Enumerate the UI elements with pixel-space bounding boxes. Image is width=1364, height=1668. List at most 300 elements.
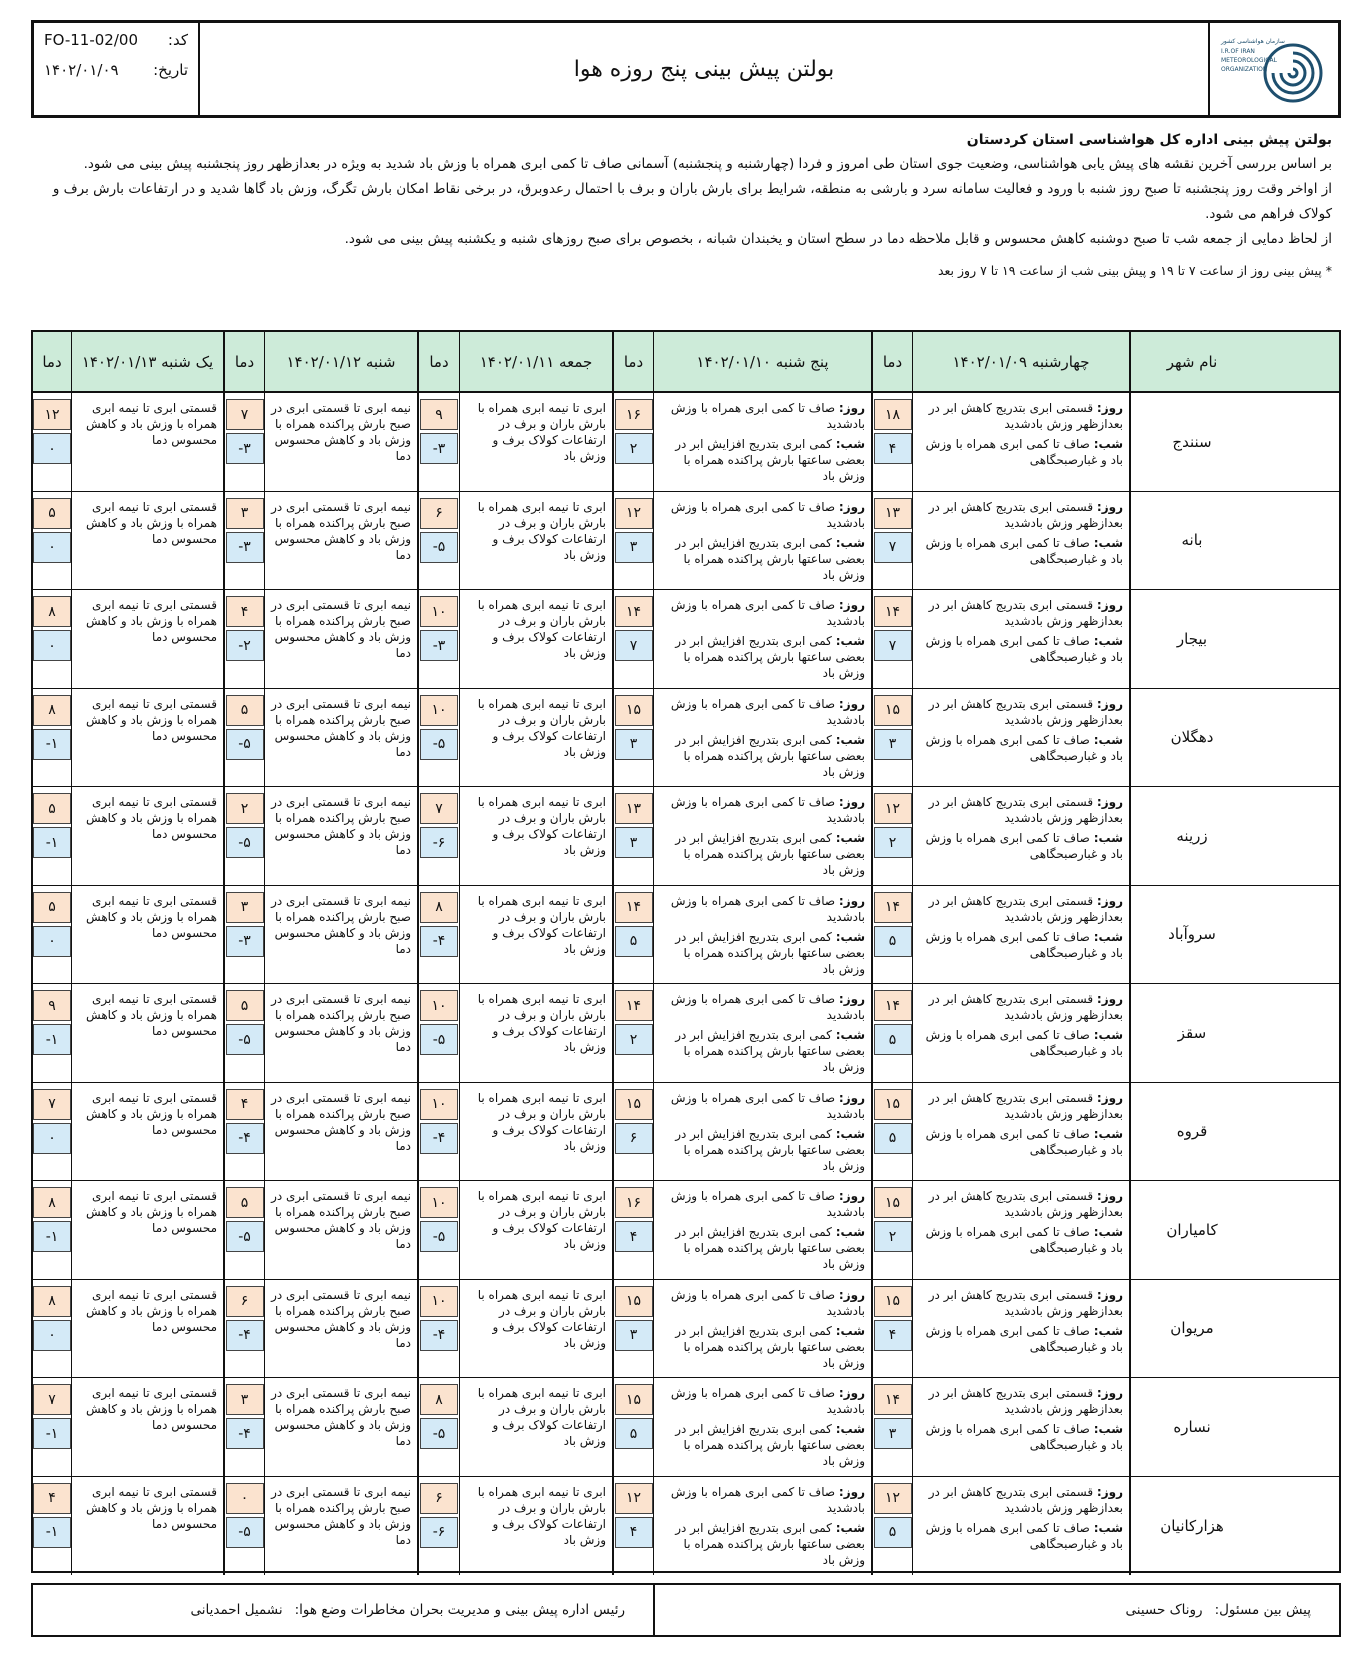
night-forecast — [658, 436, 865, 484]
night-label: شب: — [1093, 831, 1123, 845]
day-label: روز: — [838, 401, 865, 415]
max-temperature: ۱۴ — [874, 990, 912, 1021]
forecast-description: قسمتی ابری تا نیمه ابری همراه با وزش باد و کاهش محسوس دما — [86, 795, 217, 841]
max-temperature: ۶ — [226, 1286, 264, 1317]
max-temperature: ۱۲ — [874, 793, 912, 824]
night-forecast — [917, 633, 1123, 665]
department-head — [33, 1585, 653, 1635]
day-label: روز: — [838, 1484, 865, 1499]
forecast-description — [913, 1280, 1129, 1355]
header-temperature: دما — [419, 332, 460, 391]
city-row — [33, 1378, 1339, 1477]
day-text: قسمتی ابری بتدریج کاهش ابر در بعدازظهر وزش بادشدید — [928, 401, 1123, 431]
table-cell — [873, 689, 913, 787]
header-city-name: نام شهر — [1166, 352, 1218, 371]
forecast-description — [913, 492, 1129, 567]
night-label: شب: — [835, 1028, 865, 1042]
forecast-description — [913, 787, 1129, 862]
max-temperature: ۵ — [226, 990, 264, 1021]
night-forecast — [917, 830, 1123, 862]
header-day-4: یک شنبه ۱۴۰۲/۰۱/۱۳ — [72, 332, 225, 391]
night-forecast — [658, 830, 865, 878]
max-temperature: ۱۴ — [874, 596, 912, 627]
forecast-description: قسمتی ابری تا نیمه ابری همراه با وزش باد و کاهش محسوس دما — [86, 1189, 217, 1235]
table-cell — [654, 1280, 873, 1378]
night-text: کمی ابری بتدریج افزایش ابر در بعضی ساعتها بارش پراکنده همراه با وزش باد — [675, 1520, 865, 1567]
max-temperature: ۸ — [420, 1384, 458, 1415]
min-temperature: -۵ — [226, 827, 264, 858]
table-cell — [873, 787, 913, 885]
svg-text:ORGANIZATION: ORGANIZATION — [1221, 66, 1268, 73]
night-label: شب: — [835, 1323, 865, 1338]
max-temperature: ۵ — [33, 498, 71, 529]
day-label: روز: — [838, 992, 865, 1006]
table-cell — [873, 492, 913, 590]
min-temperature: -۵ — [226, 1517, 264, 1548]
max-temperature: ۳ — [226, 892, 264, 923]
table-cell — [225, 590, 265, 688]
department-head-name: نشمیل احمدیانی — [190, 1602, 283, 1618]
table-cell — [33, 590, 72, 688]
city-name: کامیاران — [1166, 1220, 1218, 1239]
day-forecast — [658, 1484, 865, 1516]
min-temperature: ۷ — [615, 630, 653, 661]
max-temperature: ۰ — [226, 1483, 264, 1514]
table-cell — [654, 590, 873, 688]
table-cell — [873, 1477, 913, 1576]
table-cell — [873, 590, 913, 688]
night-forecast — [658, 1126, 865, 1174]
max-temperature: ۱۴ — [874, 1384, 912, 1415]
min-temperature: ۵ — [874, 1024, 912, 1055]
table-cell — [654, 787, 873, 885]
table-cell — [419, 1181, 460, 1279]
night-label: شب: — [1093, 929, 1123, 944]
table-cell — [33, 393, 72, 491]
min-temperature: ۵ — [874, 1123, 912, 1154]
night-text: کمی ابری بتدریج افزایش ابر در بعضی ساعتها بارش پراکنده همراه با وزش باد — [675, 634, 865, 680]
night-text: کمی ابری بتدریج افزایش ابر در بعضی ساعتها بارش پراکنده همراه با وزش باد — [675, 929, 865, 976]
max-temperature: ۱۵ — [615, 695, 653, 726]
city-name: دهگلان — [1170, 728, 1214, 747]
city-row — [33, 1280, 1339, 1379]
forecast-description — [654, 1378, 871, 1469]
forecast-description: نیمه ابری تا قسمتی ابری در صبح بارش پراکنده همراه با وزش باد و کاهش محسوس دما — [271, 1484, 411, 1547]
header-temperature: دما — [614, 332, 654, 391]
city-row — [33, 886, 1339, 985]
document-header — [31, 20, 1341, 118]
night-forecast — [917, 535, 1123, 567]
table-cell — [265, 787, 419, 885]
city-name: نساره — [1173, 1417, 1211, 1436]
forecast-description: نیمه ابری تا قسمتی ابری در صبح بارش پراکنده همراه با وزش باد و کاهش محسوس دما — [271, 598, 411, 660]
day-text: قسمتی ابری بتدریج کاهش ابر در بعدازظهر وزش بادشدید — [928, 1090, 1123, 1121]
table-header-row — [33, 332, 1339, 393]
day-label: روز: — [1096, 992, 1123, 1006]
night-text: صاف تا کمی ابری همراه با وزش باد و غبارصبحگاهی — [925, 1028, 1123, 1058]
day-forecast — [658, 991, 865, 1023]
table-cell — [72, 787, 225, 885]
min-temperature: -۱ — [33, 1221, 71, 1252]
city-row — [33, 393, 1339, 492]
min-temperature: -۳ — [226, 926, 264, 957]
day-text: صاف تا کمی ابری همراه با وزش بادشدید — [670, 1189, 865, 1219]
table-cell — [419, 1378, 460, 1476]
min-temperature: -۳ — [420, 630, 458, 661]
table-cell — [460, 1280, 614, 1378]
table-cell — [265, 1477, 419, 1576]
max-temperature: ۹ — [33, 990, 71, 1021]
night-label: شب: — [835, 634, 865, 648]
night-forecast — [917, 1224, 1123, 1256]
day-text: قسمتی ابری بتدریج کاهش ابر در بعدازظهر وزش بادشدید — [928, 696, 1123, 727]
night-label: شب: — [835, 1422, 865, 1436]
max-temperature: ۵ — [33, 793, 71, 824]
summary-heading: بولتن پیش بینی اداره کل هواشناسی استان کردستان — [966, 132, 1332, 148]
day-forecast — [658, 1385, 865, 1417]
min-temperature: -۴ — [226, 1320, 264, 1351]
day-label: روز: — [1096, 1189, 1123, 1203]
day-forecast — [658, 1287, 865, 1319]
forecast-summary — [40, 128, 1332, 283]
code-value: FO-11-02/00 — [44, 31, 138, 49]
forecast-description — [654, 1181, 871, 1272]
table-cell — [225, 1378, 265, 1476]
max-temperature: ۹ — [420, 399, 458, 430]
min-temperature: ۳ — [615, 827, 653, 858]
day-text: قسمتی ابری بتدریج کاهش ابر در بعدازظهر وزش بادشدید — [928, 795, 1123, 825]
night-label: شب: — [1093, 1323, 1123, 1338]
day-text: صاف تا کمی ابری همراه با وزش بادشدید — [670, 696, 865, 727]
table-cell — [614, 984, 654, 1082]
night-forecast — [917, 1126, 1123, 1158]
table-cell — [913, 492, 1131, 590]
city-name: زرینه — [1176, 826, 1208, 845]
day-label: روز: — [838, 893, 865, 908]
table-cell — [419, 1083, 460, 1181]
table-cell — [460, 1477, 614, 1576]
night-label: شب: — [1093, 535, 1123, 550]
day-forecast — [658, 499, 865, 531]
table-cell — [873, 1083, 913, 1181]
table-cell — [913, 1181, 1131, 1279]
night-label: شب: — [835, 732, 865, 747]
city-row — [33, 1083, 1339, 1182]
max-temperature: ۱۴ — [615, 990, 653, 1021]
day-forecast — [658, 1188, 865, 1220]
document-meta — [34, 23, 200, 115]
table-cell — [419, 1280, 460, 1378]
forecast-description: قسمتی ابری تا نیمه ابری همراه با وزش باد و کاهش محسوس دما — [86, 1287, 217, 1334]
max-temperature: ۷ — [420, 793, 458, 824]
min-temperature: -۶ — [420, 1517, 458, 1548]
table-cell — [873, 1378, 913, 1476]
day-label: روز: — [838, 795, 865, 809]
max-temperature: ۱۴ — [615, 596, 653, 627]
forecast-description — [654, 689, 871, 780]
max-temperature: ۱۰ — [420, 596, 458, 627]
forecast-table — [31, 330, 1341, 1573]
max-temperature: ۱۰ — [420, 990, 458, 1021]
forecast-description — [913, 1181, 1129, 1256]
table-cell — [72, 1477, 225, 1576]
night-label: شب: — [835, 535, 865, 550]
table-cell — [265, 590, 419, 688]
max-temperature: ۵ — [226, 695, 264, 726]
forecast-description — [913, 1083, 1129, 1158]
table-cell — [225, 984, 265, 1082]
day-label: روز: — [1096, 1484, 1123, 1499]
city-name: سقز — [1177, 1023, 1207, 1042]
table-cell — [614, 492, 654, 590]
day-label: روز: — [1096, 1287, 1123, 1302]
min-temperature: -۵ — [420, 1418, 458, 1449]
night-label: شب: — [835, 437, 865, 451]
city-row — [33, 689, 1339, 788]
forecaster-label: پیش بین مسئول: — [1214, 1602, 1311, 1618]
table-cell — [419, 1477, 460, 1576]
table-cell — [419, 590, 460, 688]
forecast-description — [913, 886, 1129, 961]
night-label: شب: — [835, 1225, 865, 1239]
max-temperature: ۳ — [226, 1384, 264, 1415]
max-temperature: ۸ — [33, 1286, 71, 1317]
max-temperature: ۷ — [226, 399, 264, 430]
table-cell — [873, 984, 913, 1082]
max-temperature: ۵ — [33, 892, 71, 923]
forecast-description: ابری تا نیمه ابری همراه با بارش باران و برف در ارتفاعات کولاک برف و وزش باد — [477, 1386, 606, 1448]
forecast-description: ابری تا نیمه ابری همراه با بارش باران و برف در ارتفاعات کولاک برف و وزش باد — [477, 1189, 606, 1251]
max-temperature: ۱۵ — [874, 1286, 912, 1317]
table-cell — [873, 393, 913, 491]
forecast-description: نیمه ابری تا قسمتی ابری در صبح بارش پراکنده همراه با وزش باد و کاهش محسوس دما — [271, 696, 411, 759]
night-text: کمی ابری بتدریج افزایش ابر در بعضی ساعتها بارش پراکنده همراه با وزش باد — [675, 1028, 865, 1074]
forecast-description: ابری تا نیمه ابری همراه با بارش باران و برف در ارتفاعات کولاک برف و وزش باد — [477, 499, 606, 562]
table-cell — [460, 1378, 614, 1476]
night-text: کمی ابری بتدریج افزایش ابر در بعضی ساعتها بارش پراکنده همراه با وزش باد — [675, 535, 865, 582]
day-text: قسمتی ابری بتدریج کاهش ابر در بعدازظهر وزش بادشدید — [928, 1484, 1123, 1515]
day-label: روز: — [1096, 893, 1123, 908]
night-text: صاف تا کمی ابری همراه با وزش باد و غبارصبحگاهی — [925, 535, 1123, 566]
forecast-description: نیمه ابری تا قسمتی ابری در صبح بارش پراکنده همراه با وزش باد و کاهش محسوس دما — [271, 401, 411, 463]
min-temperature: ۷ — [874, 532, 912, 563]
forecast-description: ابری تا نیمه ابری همراه با بارش باران و برف در ارتفاعات کولاک برف و وزش باد — [477, 1484, 606, 1547]
table-cell — [873, 886, 913, 984]
min-temperature: ۳ — [874, 729, 912, 760]
night-forecast — [658, 1027, 865, 1075]
min-temperature: -۵ — [226, 729, 264, 760]
forecast-description: نیمه ابری تا قسمتی ابری در صبح بارش پراکنده همراه با وزش باد و کاهش محسوس دما — [271, 893, 411, 956]
min-temperature: -۱ — [33, 827, 71, 858]
forecast-description — [654, 886, 871, 977]
min-temperature: -۳ — [420, 433, 458, 464]
max-temperature: ۱۲ — [33, 399, 71, 430]
day-forecast — [917, 696, 1123, 728]
night-forecast — [658, 633, 865, 681]
time-range-note: * پیش بینی روز از ساعت ۷ تا ۱۹ و پیش بینی شب از ساعت ۱۹ تا ۷ روز بعد — [937, 263, 1332, 278]
min-temperature: -۳ — [226, 532, 264, 563]
table-cell — [614, 1477, 654, 1576]
table-cell — [614, 787, 654, 885]
city-row — [33, 492, 1339, 591]
forecast-description — [913, 590, 1129, 665]
night-label: شب: — [835, 1520, 865, 1535]
table-cell — [33, 1181, 72, 1279]
header-day-3: شنبه ۱۴۰۲/۰۱/۱۲ — [265, 332, 419, 391]
night-label: شب: — [835, 1126, 865, 1141]
night-text: صاف تا کمی ابری همراه با وزش باد و غبارصبحگاهی — [925, 1422, 1123, 1452]
max-temperature: ۱۵ — [874, 695, 912, 726]
max-temperature: ۱۶ — [615, 1187, 653, 1218]
min-temperature: ۴ — [874, 1320, 912, 1351]
max-temperature: ۲ — [226, 793, 264, 824]
table-cell — [460, 787, 614, 885]
night-label: شب: — [835, 831, 865, 845]
table-cell — [614, 1378, 654, 1476]
min-temperature: -۱ — [33, 729, 71, 760]
forecast-description — [654, 984, 871, 1075]
svg-text:I.R.OF IRAN: I.R.OF IRAN — [1221, 48, 1255, 55]
max-temperature: ۸ — [33, 1187, 71, 1218]
min-temperature: -۴ — [420, 1320, 458, 1351]
night-label: شب: — [1093, 1126, 1123, 1141]
table-cell — [614, 886, 654, 984]
forecast-description: قسمتی ابری تا نیمه ابری همراه با وزش باد و کاهش محسوس دما — [86, 499, 217, 546]
night-label: شب: — [1093, 1028, 1123, 1042]
bulletin-title: بولتن پیش بینی پنج روزه هوا — [573, 56, 835, 82]
min-temperature: ۲ — [874, 1221, 912, 1252]
table-cell — [614, 393, 654, 491]
max-temperature: ۱۰ — [420, 1286, 458, 1317]
code-label: کد: — [167, 31, 188, 49]
min-temperature: -۱ — [33, 1024, 71, 1055]
min-temperature: -۳ — [226, 433, 264, 464]
table-cell — [419, 787, 460, 885]
forecast-description: ابری تا نیمه ابری همراه با بارش باران و برف در ارتفاعات کولاک برف و وزش باد — [477, 795, 606, 857]
max-temperature: ۱۰ — [420, 1089, 458, 1120]
table-cell — [265, 984, 419, 1082]
day-forecast — [917, 893, 1123, 925]
max-temperature: ۴ — [226, 596, 264, 627]
table-cell — [265, 886, 419, 984]
day-label: روز: — [838, 1287, 865, 1302]
min-temperature: ۴ — [874, 433, 912, 464]
city-name: سروآباد — [1168, 925, 1216, 944]
table-cell — [460, 984, 614, 1082]
table-cell — [33, 1280, 72, 1378]
min-temperature: -۵ — [420, 729, 458, 760]
min-temperature: -۵ — [420, 532, 458, 563]
city-name: سنندج — [1172, 432, 1212, 451]
day-forecast — [917, 400, 1123, 432]
header-day-0: چهارشنبه ۱۴۰۲/۰۱/۰۹ — [913, 332, 1131, 391]
forecast-description — [654, 1280, 871, 1371]
night-forecast — [658, 1421, 865, 1469]
day-label: روز: — [838, 598, 865, 612]
max-temperature: ۴ — [226, 1089, 264, 1120]
table-cell — [654, 492, 873, 590]
day-text: صاف تا کمی ابری همراه با وزش بادشدید — [670, 499, 865, 530]
max-temperature: ۱۵ — [615, 1286, 653, 1317]
max-temperature: ۱۴ — [874, 892, 912, 923]
table-cell — [460, 393, 614, 491]
forecast-description — [913, 393, 1129, 468]
table-cell — [72, 1083, 225, 1181]
city-name: هزارکانیان — [1160, 1516, 1224, 1535]
day-forecast — [658, 794, 865, 826]
max-temperature: ۷ — [33, 1384, 71, 1415]
table-cell — [33, 1477, 72, 1576]
svg-text:سازمان هواشناسی کشور: سازمان هواشناسی کشور — [1221, 38, 1285, 45]
table-cell — [33, 1378, 72, 1476]
max-temperature: ۶ — [420, 498, 458, 529]
table-cell — [265, 1280, 419, 1378]
forecast-description: نیمه ابری تا قسمتی ابری در صبح بارش پراکنده همراه با وزش باد و کاهش محسوس دما — [271, 499, 411, 562]
forecast-description: قسمتی ابری تا نیمه ابری همراه با وزش باد و کاهش محسوس دما — [86, 1484, 217, 1531]
night-label: شب: — [1093, 732, 1123, 747]
day-label: روز: — [1096, 1386, 1123, 1400]
night-text: کمی ابری بتدریج افزایش ابر در بعضی ساعتها بارش پراکنده همراه با وزش باد — [675, 1126, 865, 1173]
table-cell — [225, 886, 265, 984]
table-cell — [913, 590, 1131, 688]
max-temperature: ۳ — [226, 498, 264, 529]
max-temperature: ۱۸ — [874, 399, 912, 430]
table-cell — [33, 689, 72, 787]
day-text: قسمتی ابری بتدریج کاهش ابر در بعدازظهر وزش بادشدید — [928, 992, 1123, 1022]
max-temperature: ۱۵ — [874, 1187, 912, 1218]
table-cell — [72, 492, 225, 590]
min-temperature: ۲ — [615, 1024, 653, 1055]
forecast-description — [654, 787, 871, 878]
forecast-description: نیمه ابری تا قسمتی ابری در صبح بارش پراکنده همراه با وزش باد و کاهش محسوس دما — [271, 1386, 411, 1448]
max-temperature: ۱۳ — [874, 498, 912, 529]
night-forecast — [658, 732, 865, 780]
table-cell — [913, 886, 1131, 984]
forecast-description: نیمه ابری تا قسمتی ابری در صبح بارش پراکنده همراه با وزش باد و کاهش محسوس دما — [271, 1189, 411, 1251]
day-forecast — [917, 1090, 1123, 1122]
min-temperature: ۲ — [615, 433, 653, 464]
table-cell — [460, 590, 614, 688]
min-temperature: -۴ — [420, 1123, 458, 1154]
night-text: کمی ابری بتدریج افزایش ابر در بعضی ساعتها بارش پراکنده همراه با وزش باد — [675, 437, 865, 483]
table-cell — [913, 1378, 1131, 1476]
night-text: صاف تا کمی ابری همراه با وزش باد و غبارصبحگاهی — [925, 831, 1123, 861]
day-forecast — [917, 1287, 1123, 1319]
max-temperature: ۵ — [226, 1187, 264, 1218]
forecast-description: قسمتی ابری تا نیمه ابری همراه با وزش باد و کاهش محسوس دما — [86, 893, 217, 940]
table-cell — [225, 1083, 265, 1181]
table-cell — [72, 689, 225, 787]
forecast-description — [654, 590, 871, 681]
max-temperature: ۱۲ — [615, 1483, 653, 1514]
day-label: روز: — [838, 1090, 865, 1105]
night-forecast — [917, 1027, 1123, 1059]
forecast-description — [654, 1477, 871, 1568]
forecast-description: قسمتی ابری تا نیمه ابری همراه با وزش باد و کاهش محسوس دما — [86, 1090, 217, 1137]
forecast-description: قسمتی ابری تا نیمه ابری همراه با وزش باد و کاهش محسوس دما — [86, 401, 217, 447]
min-temperature: -۲ — [226, 630, 264, 661]
city-row — [33, 787, 1339, 886]
table-cell — [265, 689, 419, 787]
table-cell — [913, 1280, 1131, 1378]
max-temperature: ۱۲ — [615, 498, 653, 529]
table-cell — [654, 393, 873, 491]
min-temperature: ۵ — [874, 1517, 912, 1548]
city-name: بانه — [1181, 531, 1203, 550]
day-text: قسمتی ابری بتدریج کاهش ابر در بعدازظهر وزش بادشدید — [928, 598, 1123, 628]
night-forecast — [658, 1224, 865, 1272]
summary-paragraph-1: بر اساس بررسی آخرین نقشه های پیش یابی هواشناسی، وضعیت جوی استان طی امروز و فردا (چهارشنبه و پنجشنبه) آسمانی صاف تا کمی ابری همراه با وزش باد شدید به ویژه در بعدازظهر روز پنجشنبه پیش بینی می شود. — [83, 156, 1332, 172]
